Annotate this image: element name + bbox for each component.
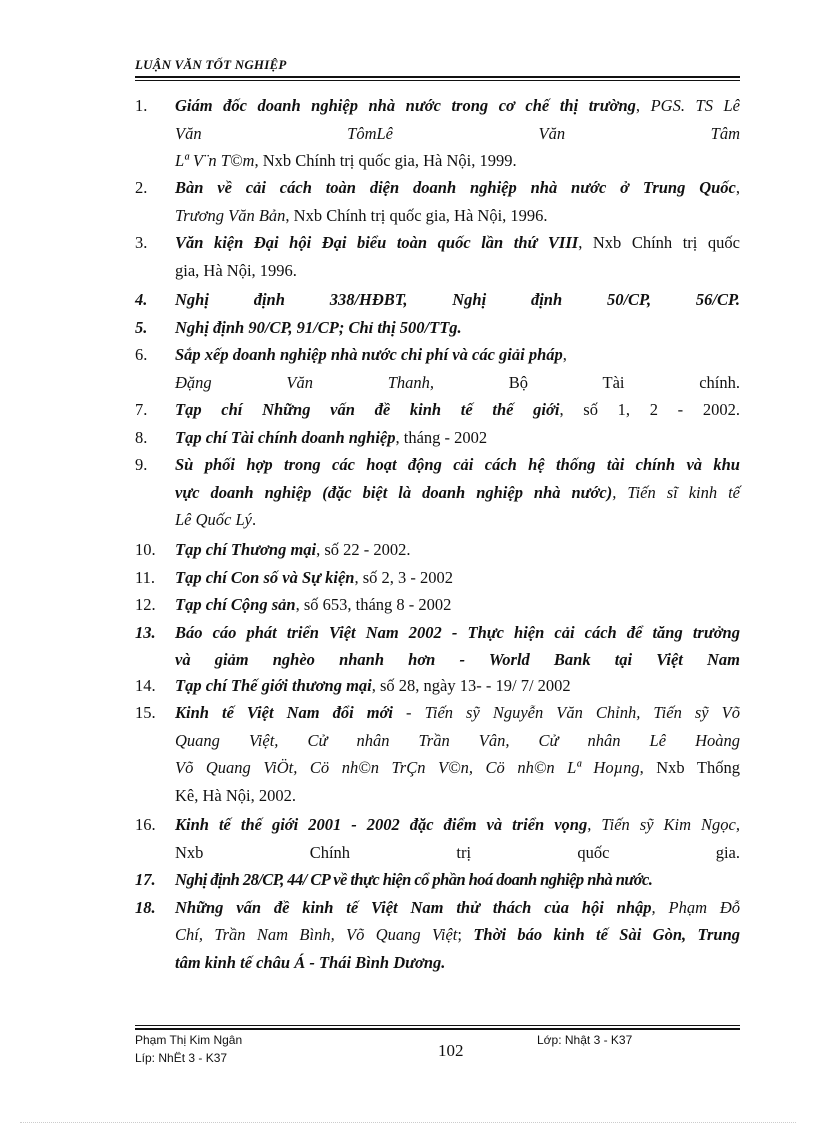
author-class-right: Lớp: Nhật 3 - K37	[537, 1033, 633, 1047]
list-item	[135, 866, 740, 894]
ref-publisher: , số 653, tháng 8 - 2002	[295, 595, 452, 614]
ref-author: , Tiến sĩ kinh tế	[612, 482, 740, 502]
ref-author: - Tiến sỹ Nguyễn Văn Chỉnh, Tiến sỹ Võ	[393, 703, 741, 722]
ref-title: Kinh tế Việt Nam đổi mới	[175, 703, 394, 722]
ref-author: PGS. TS Lê	[650, 96, 741, 115]
ref-publisher: , số 22 - 2002.	[316, 540, 411, 559]
list-item: 18. Những vấn đề kinh tế Việt Nam thử thách của hội nhập, Phạm Đỗ Chí, Trần Nam Bình, Võ Quang Việt; Thời báo kinh tế Sài Gòn, Trung tâm kinh tế châu Á - Thái Bình Dương.	[135, 894, 740, 977]
list-item: 3. Văn kiện Đại hội Đại biểu toàn quốc lần thứ VIII, Nxb Chính trị quốc gia, Hà Nội, 1996.	[135, 229, 740, 286]
list-item	[135, 314, 740, 342]
item-number: 6.	[135, 345, 148, 364]
item-number: 16.	[135, 815, 156, 834]
author-class-left: Líp: NhËt 3 - K37	[135, 1051, 228, 1065]
page-number: 102	[438, 1041, 464, 1060]
ref-title: Tạp chí Những vấn đề kinh tế thế giới	[175, 400, 560, 419]
ref-publisher: , Nxb Thống	[639, 758, 740, 777]
author-name: Phạm Thị Kim Ngân	[135, 1033, 243, 1047]
footer-rule-thin	[135, 1025, 740, 1026]
list-item: 9. Sù phối hợp trong các hoạt động cải cách hệ thống tài chính và khu vực doanh nghiệp (đặc biệt là doanh nghiệp nhà nước), Tiến sĩ kinh tế Lê Quốc Lý.	[135, 451, 740, 536]
ref-publisher: , số 2, 3 - 2002	[354, 567, 454, 587]
ref-title: Tạp chí Tài chính doanh nghiệp	[175, 427, 396, 447]
list-item: 6. Sắp xếp doanh nghiệp nhà nước chi phí và các giải pháp, Đặng Văn Thanh, Bộ Tài chính.	[135, 341, 740, 396]
list-item: 13. Báo cáo phát triển Việt Nam 2002 - Thực hiện cải cách để tăng trưởng và giảm nghèo nhanh hơn - World Bank tại Việt Nam	[135, 619, 740, 672]
item-number: 9.	[135, 455, 148, 474]
reference-list	[135, 92, 740, 976]
list-item	[135, 672, 740, 700]
item-number: 3.	[135, 233, 148, 252]
item-number: 8.	[135, 427, 148, 447]
item-number: 10.	[135, 540, 156, 559]
item-number: 17.	[135, 870, 156, 889]
ref-publisher: , số 1, 2 - 2002.	[559, 400, 740, 419]
item-number: 1.	[135, 96, 148, 115]
list-item: 2. Bàn về cải cách toàn diện doanh nghiệp nhà nước ở Trung Quốc, Trương Văn Bản, Nxb Chính trị quốc gia, Hà Nội, 1996.	[135, 174, 740, 229]
item-number: 4.	[135, 290, 148, 309]
list-item	[135, 424, 740, 452]
footer-rule	[135, 1028, 740, 1030]
ref-title: Bàn về cải cách toàn diện doanh nghiệp nhà nước ở Trung Quốc	[175, 178, 736, 197]
ref-publisher: , số 28, ngày 13- - 19/ 7/ 2002	[371, 675, 571, 695]
ref-publisher: , Nxb Chính trị quốc gia, Hà Nội, 1999.	[254, 151, 517, 170]
page-footer	[135, 1033, 740, 1073]
ref-title: Những vấn đề kinh tế Việt Nam thử thách của hội nhập	[175, 897, 652, 917]
ref-title: Tạp chí Con số và Sự kiện	[175, 567, 355, 587]
header-title: LUẬN VĂN TỐT NGHIỆP	[135, 57, 287, 72]
ref-title: Tạp chí Cộng sản	[175, 595, 296, 614]
list-item: 16. Kinh tế thế giới 2001 - 2002 đặc điểm và triển vọng, Tiến sỹ Kim Ngọc, Nxb Chính trị quốc gia.	[135, 811, 740, 866]
item-number: 12.	[135, 595, 156, 614]
list-item: 15. Kinh tế Việt Nam đổi mới - Tiến sỹ Nguyễn Văn Chỉnh, Tiến sỹ Võ Quang Việt, Cử nhân Trần Vân, Cử nhân Lê Hoàng Võ Quang ViÖt, Cö nh©n TrÇn V©n, Cö nh©n Lª Hoµng, Nxb Thống Kê, Hà Nội, 2002.	[135, 699, 740, 811]
ref-title: Sắp xếp doanh nghiệp nhà nước chi phí và các giải pháp	[175, 345, 563, 364]
ref-title: Kinh tế thế giới 2001 - 2002 đặc điểm và triển vọng	[175, 815, 588, 834]
item-number: 11.	[135, 567, 156, 587]
item-number: 2.	[135, 178, 148, 197]
header-rule	[135, 76, 740, 78]
list-item	[135, 591, 740, 619]
list-item	[135, 536, 740, 564]
list-item	[135, 564, 740, 592]
ref-title: Sù phối hợp trong các hoạt động cải cách hệ thống tài chính và khu	[175, 455, 740, 474]
header-rule-thin	[135, 80, 740, 81]
list-item	[135, 396, 740, 424]
item-number: 7.	[135, 400, 148, 419]
ref-title: Nghị định 90/CP, 91/CP; Chỉ thị 500/TTg.	[175, 317, 462, 337]
item-number: 13.	[135, 622, 156, 642]
ref-author: Trương Văn Bản	[175, 205, 286, 225]
ref-publisher: , tháng - 2002	[395, 427, 488, 447]
ref-title: Giám đốc doanh nghiệp nhà nước trong cơ chế thị trường	[175, 96, 636, 115]
running-header	[135, 57, 740, 73]
item-number: 5.	[135, 317, 148, 337]
ref-title: Báo cáo phát triển Việt Nam 2002 - Thực hiện cải cách để tăng trưởng	[175, 622, 740, 642]
item-number: 18.	[135, 897, 156, 917]
list-item: 4. Nghị định 338/HĐBT, Nghị định 50/CP, 56/CP.	[135, 286, 740, 314]
ref-title: Tạp chí Thế giới thương mại	[175, 675, 372, 695]
ref-author: , Phạm Đỗ	[651, 897, 740, 917]
ref-publisher: , Nxb Chính trị quốc	[578, 233, 740, 252]
ref-title: Tạp chí Thương mại	[175, 540, 317, 559]
ref-title: Nghị định 28/CP, 44/ CP về thực hiện cổ phần hoá doanh nghiệp nhà nước.	[175, 870, 653, 889]
ref-publisher: , Nxb Chính trị quốc gia, Hà Nội, 1996.	[285, 205, 548, 225]
ref-author: , Tiến sỹ Kim Ngọc,	[587, 815, 740, 834]
list-item: 1. Giám đốc doanh nghiệp nhà nước trong cơ chế thị trường, PGS. TS Lê Văn TômLê Văn Tâm Lª V¨n T©m, Nxb Chính trị quốc gia, Hà Nội, 1999.	[135, 92, 740, 174]
item-number: 14.	[135, 675, 156, 695]
ref-title: Văn kiện Đại hội Đại biểu toàn quốc lần thứ VIII	[175, 233, 579, 252]
item-number: 15.	[135, 703, 156, 722]
